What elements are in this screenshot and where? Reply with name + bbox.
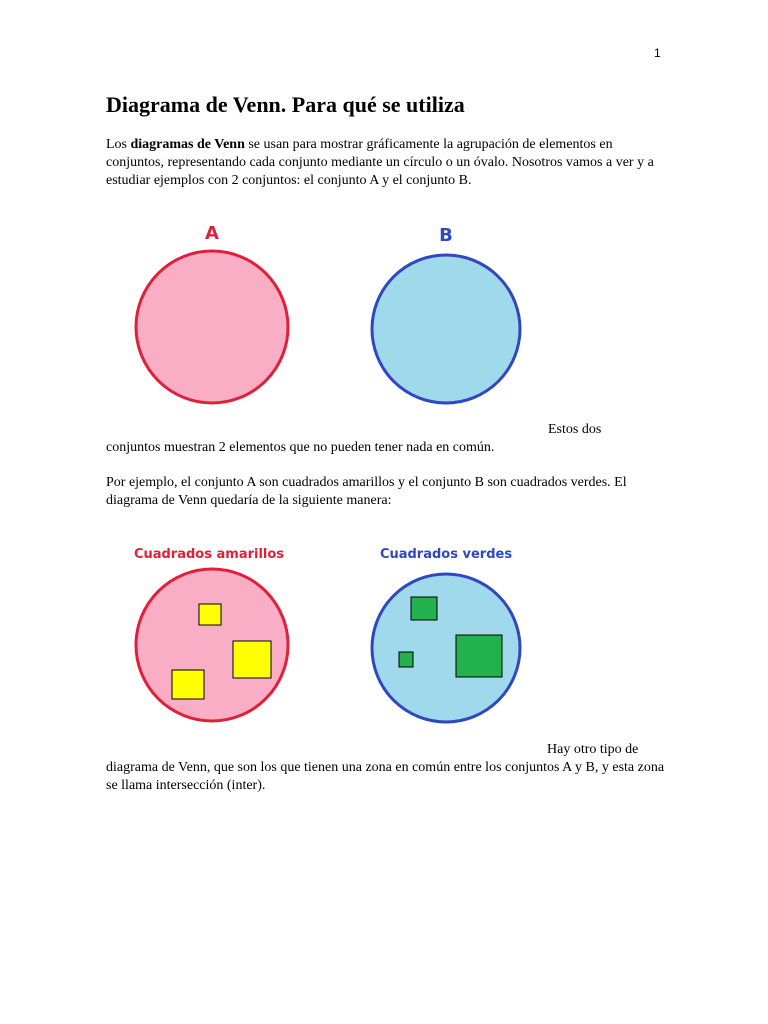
page-title: Diagrama de Venn. Para qué se utiliza — [106, 92, 465, 117]
yellow-square-large — [233, 641, 271, 678]
green-square-large — [456, 635, 502, 677]
set-b-circle — [372, 255, 520, 403]
set-b-label: B — [439, 225, 453, 246]
venn-diagram-disjoint — [0, 210, 768, 430]
example-paragraph: Por ejemplo, el conjunto A son cuadrados amarillos y el conjunto B son cuadrados verdes. El diagrama de Venn quedaría de la siguiente manera: — [106, 475, 627, 508]
intro-rest: se usan para mostrar gráficamente la agrupación de elementos en conjuntos, representando cada conjunto mediante un círculo o un óvalo. Nosotros vamos a ver y a estudiar ejemplos con 2 conjuntos: el conjunto A y el conjunto B. — [106, 137, 654, 188]
yellow-square-small — [199, 604, 221, 625]
yellow-square-medium — [172, 670, 204, 699]
paragraph4-first-line: Hay otro tipo de — [547, 742, 639, 757]
yellow-set-label: Cuadrados amarillos — [133, 547, 285, 562]
green-set-label: Cuadrados verdes — [379, 547, 513, 562]
paragraph2-first-line: Estos dos — [548, 422, 602, 437]
paragraph4-second-line: diagrama de Venn, que son los que tienen una zona en común entre los conjuntos A y B, y esta zona se llama intersección (inter). — [106, 760, 665, 793]
green-square-medium — [411, 597, 437, 620]
intro-bold-term: diagramas de Venn — [130, 137, 245, 152]
paragraph2-second-line: conjuntos muestran 2 elementos que no pueden tener nada en común. — [106, 440, 495, 455]
page-number: 1 — [654, 46, 661, 60]
green-square-tiny — [399, 652, 413, 667]
intro-prefix: Los — [106, 137, 131, 152]
intro-paragraph — [106, 136, 666, 190]
set-a-label: A — [205, 223, 219, 244]
venn-diagram-squares — [0, 535, 768, 730]
set-a-circle — [136, 251, 288, 403]
